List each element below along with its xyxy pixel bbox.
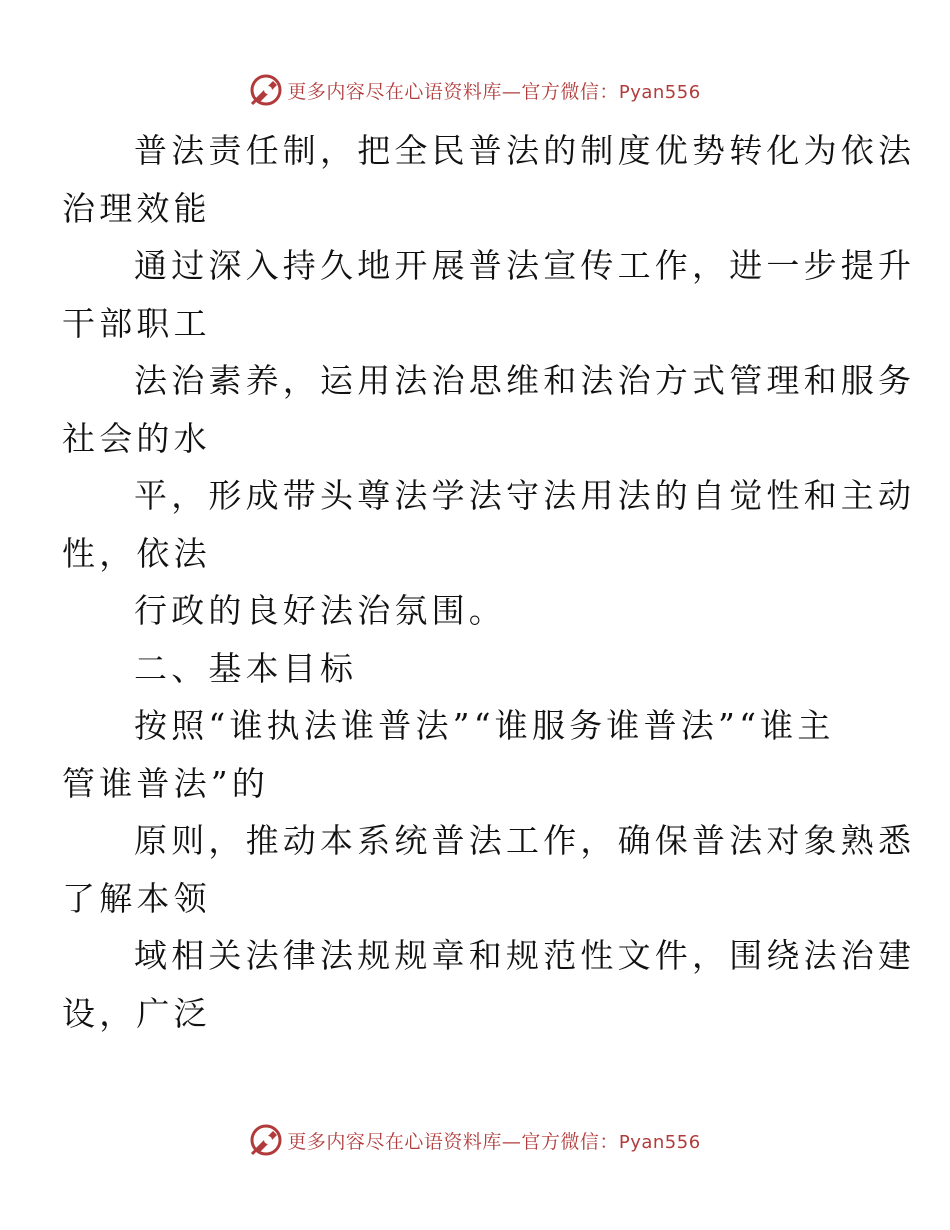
paragraph [62,352,916,467]
paragraph [98,582,858,640]
footer-watermark [0,1120,950,1160]
watermark-text: 更多内容尽在心语资料库—官方微信：Pyan556 [287,80,701,103]
document-body [62,122,916,1042]
text-line: 行政的良好法治氛围。 [134,591,506,630]
text-line: 通过深入持久地开展普法宣传工作，进一步提升 [134,246,916,285]
paragraph [62,122,916,237]
text-line: 普法责任制，把全民普法的制度优势转化为依法 [134,131,916,170]
watermark-text: 更多内容尽在心语资料库—官方微信：Pyan556 [287,1130,701,1153]
text-line: 原则，推动本系统普法工作，确保普法对象熟悉 [134,821,916,860]
paragraph [62,467,916,582]
paragraph [62,927,916,1042]
text-line: 平，形成带头尊法学法守法用法的自觉性和主动 [134,476,916,515]
text-line: 设，广泛 [62,993,211,1033]
pen-logo-icon [249,73,283,107]
text-line: 域相关法律法规规章和规范性文件，围绕法治建 [134,936,916,975]
paragraph [62,697,858,812]
text-line: 按照“谁执法谁普法”“谁服务谁普法”“谁主 [134,706,835,745]
text-line: 性，依法 [62,533,211,573]
pen-logo-icon [249,1123,283,1157]
text-line: 二、基本目标 [134,648,358,688]
paragraph [62,812,916,927]
text-line: 治理效能 [62,188,211,228]
text-line: 了解本领 [62,878,211,918]
text-line: 干部职工 [62,303,211,343]
text-line: 法治素养，运用法治思维和法治方式管理和服务 [134,361,916,400]
section-heading [98,640,858,698]
header-watermark [0,70,950,110]
text-line: 管谁普法”的 [62,763,270,803]
paragraph [62,237,916,352]
text-line: 社会的水 [62,418,211,458]
